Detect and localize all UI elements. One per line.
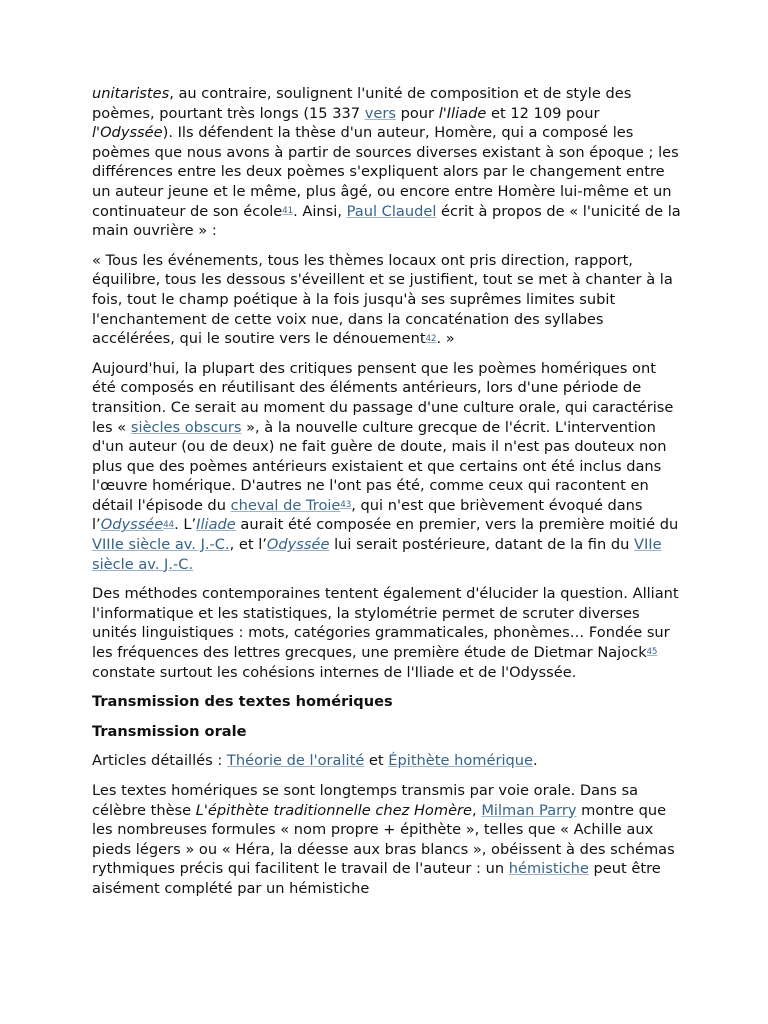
- paragraph-unitaristes: [92, 84, 684, 241]
- text-run: Des méthodes contemporaines tentent également d'élucider la question. Alliant l'informatique et les statistiques, la stylométrie permet de scruter diverses unités linguistiques : mots, catégories grammaticales, phonèmes… Fondée sur les fréquences des lettres grecques, une première étude de Dietmar Najock: [92, 585, 679, 662]
- paragraph-transmission-orale: [92, 781, 684, 899]
- text-run: ,: [472, 801, 482, 819]
- text-run: peut être aisément complété par un hémistiche: [92, 860, 661, 897]
- text-run: et 12 109 pour: [486, 104, 600, 122]
- paragraph-critiques: [92, 359, 684, 575]
- italic-text: L'épithète traditionnelle chez Homère: [195, 801, 473, 819]
- section-heading: Transmission des textes homériques: [92, 693, 393, 711]
- link-cheval-de-troie[interactable]: cheval de Troie: [230, 496, 341, 514]
- footnote-ref-44[interactable]: 44: [163, 519, 175, 530]
- paragraph-articles-detailles: [92, 751, 684, 771]
- link-odyssee-2[interactable]: Odyssée: [266, 536, 330, 554]
- text-run: « Tous les événements, tous les thèmes locaux ont pris direction, rapport, équilibre, tous les dessous s'éveillent et se justifient, tout se met à chanter à la fois, tout le champ poétique à la fois jusqu'à ses suprêmes limites subit l'enchantement de cette voix nue, dans la concaténation des syllabes accélérées, qui le soutire vers le dénouement: [92, 251, 673, 348]
- text-run: lui serait postérieure, datant de la fin du: [329, 536, 635, 554]
- italic-text: l'Odyssée: [92, 124, 163, 142]
- text-run: Aujourd'hui, la plupart des critiques pensent que les poèmes homériques ont été composés en réutilisant des éléments antérieurs, lors d'une période de transition. Ce serait au moment du passage d'une culture orale, qui caractérise les «: [92, 359, 674, 436]
- link-paul-claudel[interactable]: Paul Claudel: [346, 202, 437, 220]
- article-body: [92, 84, 684, 909]
- text-run: », à la nouvelle culture grecque de l'écrit. L'intervention d'un auteur (ou de deux) ne fait guère de doute, mais il n'est pas douteux non plus que des poèmes antérieurs existaient et que certains ont été inclus dans l'œuvre homérique. D'autres ne l'ont pas été, comme ceux qui racontent en détail l'épisode du: [92, 418, 667, 514]
- footnote-ref-41[interactable]: 41: [282, 206, 294, 217]
- text-run: , au contraire, soulignent l'unité de composition et de style des poèmes, pourtant très longs (15 337: [92, 85, 632, 122]
- link-vers[interactable]: vers: [364, 104, 396, 122]
- text-run: , et l’: [229, 536, 267, 554]
- italic-text: l'Iliade: [438, 104, 487, 122]
- text-run: aurait été composée en premier, vers la première moitié du: [235, 516, 679, 534]
- footnote-ref-43[interactable]: 43: [340, 500, 352, 511]
- text-run: . »: [436, 330, 455, 348]
- text-run: ). Ils défendent la thèse d'un auteur, Homère, qui a composé les poèmes que nous avons à partir de sources diverses existant à son époque ; les différences entre les deux poèmes s'expliquent alors par le changement entre un auteur jeune et le même, plus âgé, ou encore entre Homère lui-même et un continuateur de son école: [92, 124, 679, 220]
- link-iliade[interactable]: Iliade: [196, 516, 236, 534]
- link-siecles-obscurs[interactable]: siècles obscurs: [130, 418, 242, 436]
- subsection-heading: Transmission orale: [92, 722, 247, 740]
- link-theorie-oralite[interactable]: Théorie de l'oralité: [226, 752, 365, 770]
- paragraph-claudel-quote: [92, 251, 684, 349]
- italic-text: unitaristes: [92, 85, 170, 102]
- text-run: écrit à propos de « l'unicité de la main ouvrière » :: [92, 202, 681, 240]
- paragraph-stylometrie: [92, 584, 684, 682]
- text-run: constate surtout les cohésions internes de l'Iliade et de l'Odyssée.: [92, 663, 577, 681]
- text-run: et: [364, 752, 389, 770]
- link-viie-siecle[interactable]: VIIe siècle av. J.-C.: [92, 536, 662, 573]
- text-run: , qui n'est que brièvement évoqué dans l’: [92, 496, 643, 534]
- link-hemistiche[interactable]: hémistiche: [508, 860, 589, 878]
- text-run: pour: [395, 104, 439, 122]
- text-run: montre que les nombreuses formules « nom propre + épithète », telles que « Achille aux pieds légers » ou « Héra, la déesse aux bras blancs », obéissent à des schémas rythmiques précis qui facilitent le travail de l'auteur : un: [92, 801, 675, 878]
- link-odyssee[interactable]: Odyssée: [100, 516, 164, 534]
- link-viiie-siecle[interactable]: VIIIe siècle av. J.-C.: [92, 536, 230, 554]
- link-milman-parry[interactable]: Milman Parry: [481, 801, 577, 819]
- text-run: . L’: [174, 516, 197, 534]
- text-run: Articles détaillés :: [92, 752, 227, 770]
- link-epithete-homerique[interactable]: Épithète homérique: [388, 752, 534, 770]
- text-run: Les textes homériques se sont longtemps transmis par voie orale. Dans sa célèbre thèse: [92, 782, 639, 819]
- text-run: .: [533, 752, 538, 770]
- footnote-ref-42[interactable]: 42: [425, 333, 437, 344]
- footnote-ref-45[interactable]: 45: [646, 647, 658, 658]
- text-run: . Ainsi,: [293, 202, 347, 220]
